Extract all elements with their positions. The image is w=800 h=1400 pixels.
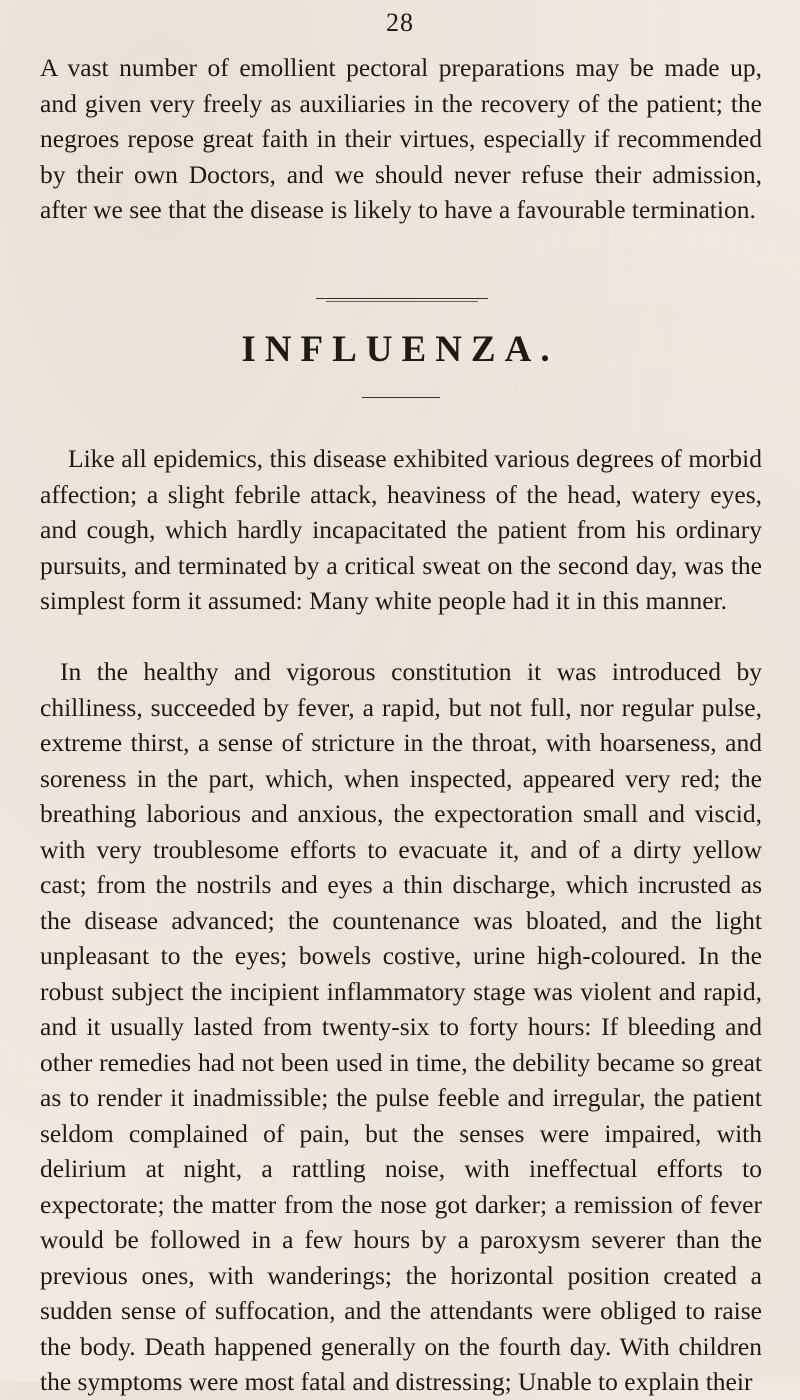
body-paragraph: In the healthy and vigorous constitution it was introduced by chilliness, succeeded by fever, a rapid, but not full, nor regular pulse, extreme thirst, a sense of stricture in the throat, with hoarseness, and soreness in the part, which, when inspected, appeared very red; the breathing laborious and anxious, the expectoration small and viscid, with very troublesome efforts to evacuate it, and of a dirty yellow cast; from the nostrils and eyes a thin discharge, which incrusted as the disease advanced; the countenance was bloated, and the light unpleasant to the eyes; bowels costive, urine high-coloured. In the robust subject the incipient inflammatory stage was violent and rapid, and it usually lasted from twenty-six to forty hours: If bleeding and other remedies had not been used in time, the debility became so great as to render it inadmissible; the pulse feeble and irregular, the patient seldom complained of pain, but the senses were impaired, with delirium at night, a rattling noise, with ineffectual efforts to expectorate; the matter from the nose got darker; a remission of fever would be followed in a few hours by a paroxysm severer than the previous ones, with wanderings; the horizontal position created a sudden sense of suffocation, and the attendants were obliged to raise the body. Death happened generally on the fourth day. With children the symptoms were most fatal and distressing; Unable to explain their: [40, 657, 762, 1396]
intro-paragraph: A vast number of emollient pectoral preparations may be made up, and given very freely as auxiliaries in the recovery of the patient; the negroes repose great faith in their virtues, especially if recommended by their own Doctors, and we should never refuse their admission, after we see that the disease is likely to have a favourable termination.: [40, 53, 762, 224]
title-underline-rule: [362, 397, 440, 398]
page-number: 28: [386, 8, 414, 37]
body-paragraph: Like all epidemics, this disease exhibited various degrees of morbid affection; a slight febrile attack, heaviness of the head, watery eyes, and cough, which hardly incapacitated the patient from his ordinary pursuits, and terminated by a critical sweat on the second day, was the simplest form it assumed: Many white people had it in this manner.: [40, 444, 762, 615]
section-title: INFLUENZA.: [241, 329, 559, 370]
section-divider-rule: [316, 298, 488, 299]
